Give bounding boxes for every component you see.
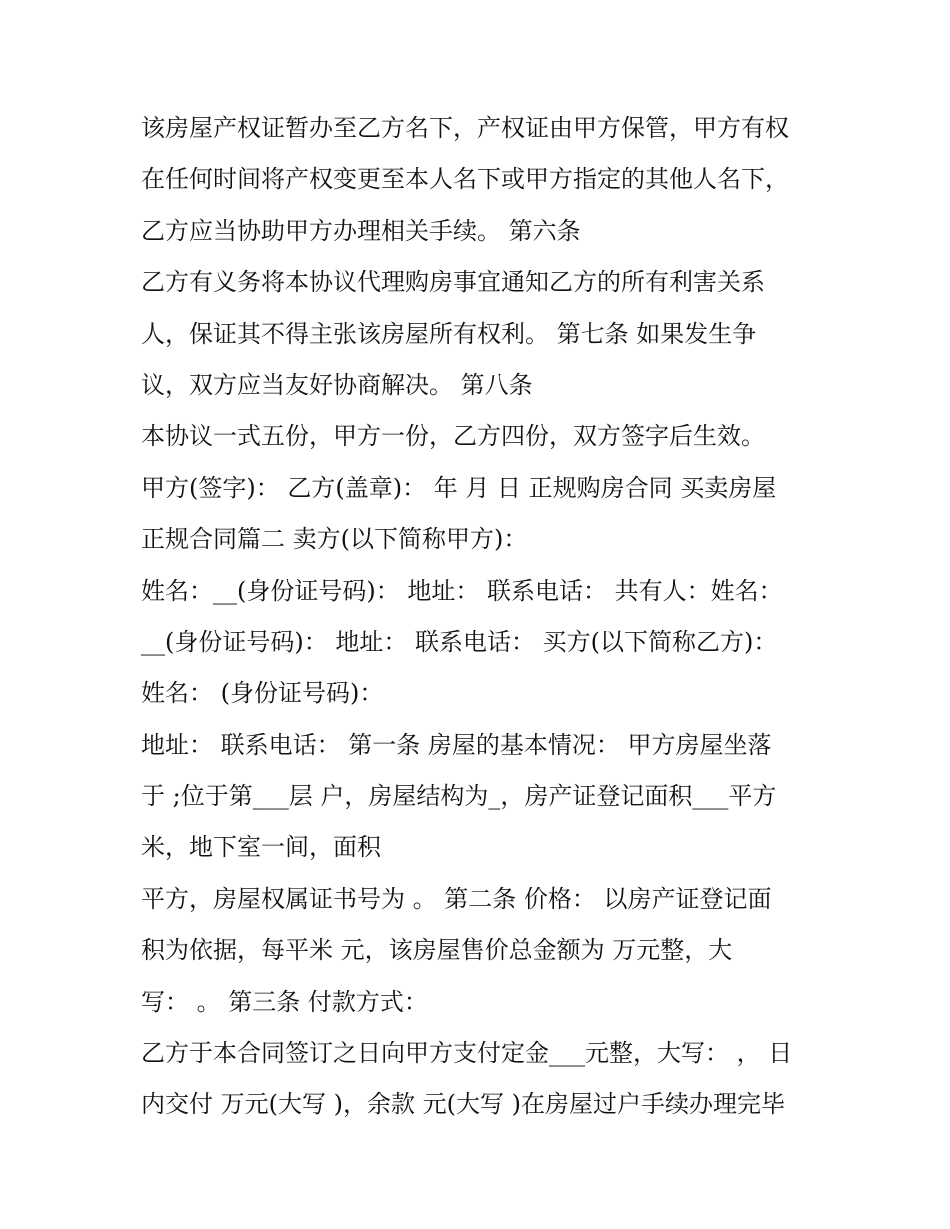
- text-line: 本协议一式五份，甲方一份，乙方四份，双方签字后生效。: [141, 422, 765, 451]
- text-line: 乙方于本合同签订之日向甲方支付定金___元整，大写： ， 日: [141, 1039, 793, 1068]
- text-line: 乙方应当协助甲方办理相关手续。 第六条: [141, 216, 581, 245]
- text-line: 米，地下室一间，面积: [141, 833, 381, 862]
- text-line: 议，双方应当友好协商解决。 第八条: [141, 370, 533, 399]
- text-line: 于 ;位于第___层 户，房屋结构为_，房产证登记面积___平方: [141, 782, 777, 811]
- text-line: 该房屋产权证暂办至乙方名下，产权证由甲方保管，甲方有权: [141, 114, 789, 142]
- text-line: 积为依据，每平米 元，该房屋售价总金额为 万元整，大: [141, 936, 733, 965]
- text-line: __(身份证号码)： 地址： 联系电话： 买方(以下简称乙方)：: [141, 627, 778, 656]
- text-line: 在任何时间将产权变更至本人名下或甲方指定的其他人名下，: [141, 165, 789, 194]
- text-line: 平方，房屋权属证书号为 。 第二条 价格： 以房产证登记面: [141, 884, 772, 913]
- contract-text: [141, 103, 821, 1131]
- text-line: 地址： 联系电话： 第一条 房屋的基本情况： 甲方房屋坐落: [141, 730, 772, 759]
- text-line: 正规合同篇二 卖方(以下简称甲方)：: [141, 525, 528, 554]
- text-line: 写： 。 第三条 付款方式：: [141, 987, 428, 1016]
- text-line: 姓名：__(身份证号码)： 地址： 联系电话： 共有人：姓名：: [141, 576, 783, 605]
- text-line: 乙方有义务将本协议代理购房事宜通知乙方的所有利害关系: [141, 268, 765, 297]
- text-line: 人，保证其不得主张该房屋所有权利。 第七条 如果发生争: [141, 319, 757, 348]
- text-line: 甲方(签字)： 乙方(盖章)： 年 月 日 正规购房合同 买卖房屋: [141, 473, 777, 502]
- text-line: 内交付 万元(大写 )，余款 元(大写 )在房屋过户手续办理完毕: [141, 1090, 785, 1119]
- text-line: 姓名： (身份证号码)：: [141, 679, 384, 708]
